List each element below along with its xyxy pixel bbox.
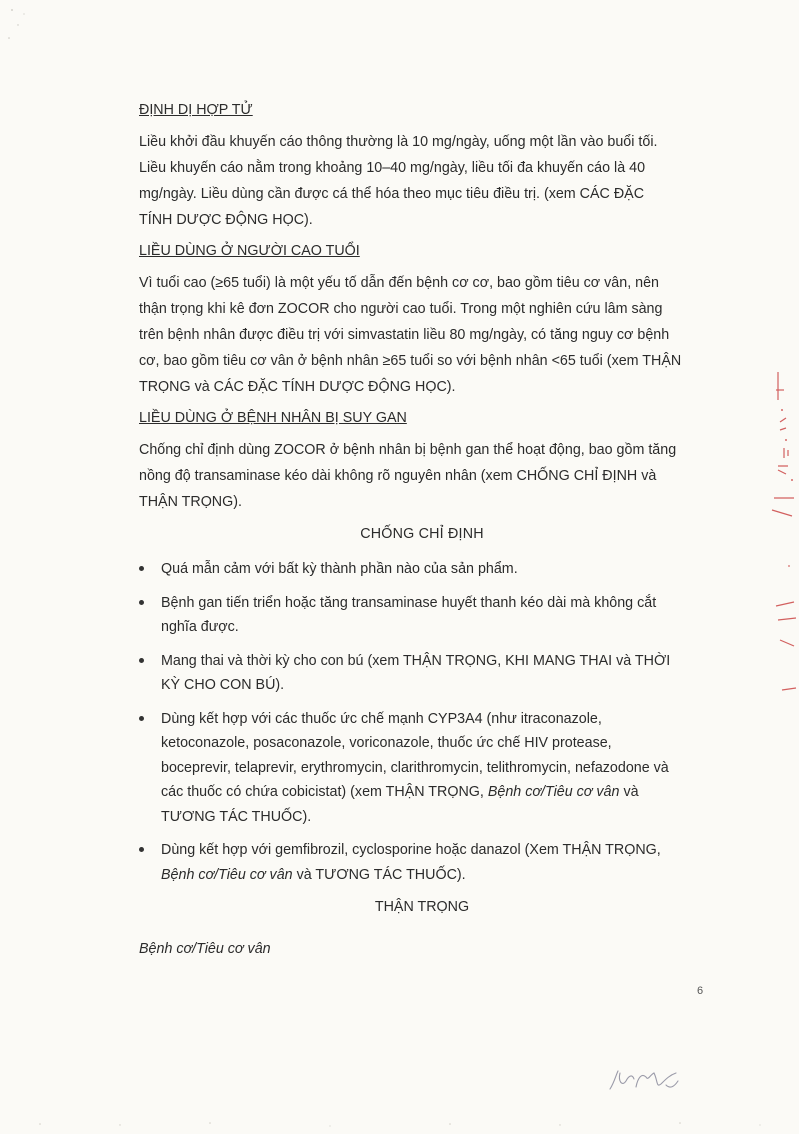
text-line: trên bệnh nhân được điều trị với simvastatin liều 80 mg/ngày, có tăng nguy cơ bệnh xyxy=(139,327,670,343)
scan-specks-bottom xyxy=(0,1118,799,1130)
heading-hepatic: LIỀU DÙNG Ở BỆNH NHÂN BỊ SUY GAN xyxy=(139,410,407,426)
scan-specks-top xyxy=(0,0,60,50)
precautions-subheading: Bệnh cơ/Tiêu cơ vân xyxy=(139,941,271,957)
paragraph-hepatic xyxy=(139,437,705,515)
bullet-icon xyxy=(139,566,144,571)
bullet-icon xyxy=(139,658,144,663)
list-item: Quá mẫn cảm với bất kỳ thành phần nào của sản phẩm. xyxy=(139,557,705,582)
text-line: thận trọng khi kê đơn ZOCOR cho người cao tuổi. Trong một nghiên cứu lâm sàng xyxy=(139,301,663,317)
paragraph-elderly xyxy=(139,270,705,400)
text-line: Vì tuổi cao (≥65 tuổi) là một yếu tố dẫn đến bệnh cơ cơ, bao gồm tiêu cơ vân, nên xyxy=(139,275,659,291)
heading-elderly: LIỀU DÙNG Ở NGƯỜI CAO TUỔI xyxy=(139,243,360,259)
contraindications-list xyxy=(139,557,705,887)
contraindications-title: CHỐNG CHỈ ĐỊNH xyxy=(360,526,484,542)
list-item: Bệnh gan tiến triển hoặc tăng transaminase huyết thanh kéo dài mà không cắt nghĩa được. xyxy=(139,591,705,640)
cross-reference-italic: Bệnh cơ/Tiêu cơ vân xyxy=(487,784,620,800)
text-line: Liều khởi đầu khuyến cáo thông thường là 10 mg/ngày, uống một lần vào buổi tối. xyxy=(139,134,658,150)
section-heterozygous xyxy=(139,100,705,233)
text-line: Liều khuyến cáo nằm trong khoảng 10–40 mg/ngày, liều tối đa khuyến cáo là 40 xyxy=(139,160,646,176)
document-body xyxy=(139,100,705,962)
heading-heterozygous: ĐỊNH DỊ HỢP TỬ xyxy=(139,102,253,118)
text-line: Chống chỉ định dùng ZOCOR ở bệnh nhân bị bệnh gan thể hoạt động, bao gồm tăng xyxy=(139,442,677,458)
cross-reference-italic: Bệnh cơ/Tiêu cơ vân xyxy=(161,866,293,883)
list-item: Dùng kết hợp với gemfibrozil, cyclosporine hoặc danazol (Xem THẬN TRỌNG, Bệnh cơ/Tiêu cơ vân và TƯƠNG TÁC THUỐC). xyxy=(139,838,705,887)
bullet-icon xyxy=(139,716,144,721)
bullet-icon xyxy=(139,600,144,605)
bullet-icon xyxy=(139,847,144,852)
paragraph-heterozygous xyxy=(139,129,705,233)
text-line: THẬN TRỌNG). xyxy=(139,494,242,510)
red-stamp-fragment xyxy=(764,370,799,750)
handwritten-mark xyxy=(606,1063,686,1107)
section-elderly xyxy=(139,241,705,400)
list-item: Mang thai và thời kỳ cho con bú (xem THẬN TRỌNG, KHI MANG THAI và THỜI KỲ CHO CON BÚ). xyxy=(139,649,705,698)
text-line: nồng độ transaminase kéo dài không rõ nguyên nhân (xem CHỐNG CHỈ ĐỊNH và xyxy=(139,468,657,484)
text-line: mg/ngày. Liều dùng cần được cá thể hóa theo mục tiêu điều trị. (xem CÁC ĐẶC xyxy=(139,186,645,202)
page-number: 6 xyxy=(697,985,704,997)
text-line: TRỌNG và CÁC ĐẶC TÍNH DƯỢC ĐỘNG HỌC). xyxy=(139,379,456,395)
precautions-title: THẬN TRỌNG xyxy=(374,899,470,915)
list-item: Dùng kết hợp với các thuốc ức chế mạnh CYP3A4 (như itraconazole, ketoconazole, posaconazole, voriconazole, thuốc ức chế HIV protease, boceprevir, telaprevir, erythromycin, clarithromycin, telithromycin, nefazodone và các thuốc có chứa cobicistat) (xem THẬN TRỌNG, Bệnh cơ/Tiêu cơ vân và TƯƠNG TÁC THUỐC). xyxy=(139,707,705,830)
section-hepatic xyxy=(139,408,705,515)
text-line: TÍNH DƯỢC ĐỘNG HỌC). xyxy=(139,212,313,228)
text-line: cơ, bao gồm tiêu cơ vân ở bệnh nhân ≥65 tuổi so với bệnh nhân <65 tuổi (xem THẬN xyxy=(139,353,682,369)
